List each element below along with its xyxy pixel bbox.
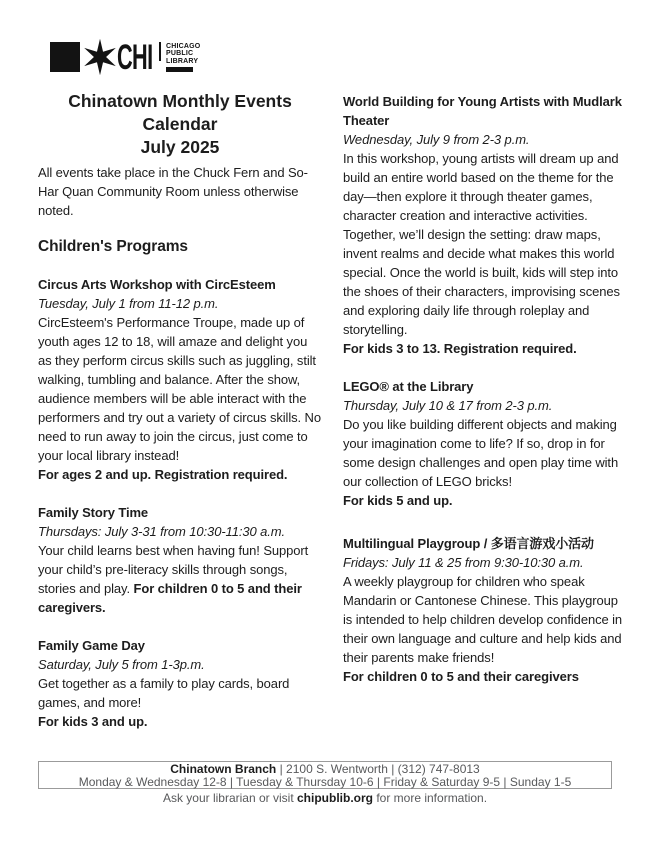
event-description-text: Your child learns best when having fun! Support your child’s pre-literacy skills through songs, stories and play. xyxy=(38,543,309,596)
event-title: Family Story Time xyxy=(38,505,149,520)
event-audience: For kids 3 and up. xyxy=(38,714,148,729)
page-title: Chinatown Monthly Events Calendar xyxy=(68,91,292,134)
branch-hours: Monday & Wednesday 12-8 | Tuesday & Thursday 10-6 | Friday & Saturday 9-5 | Sunday 1-5 xyxy=(78,775,572,789)
cpl-logo xyxy=(50,38,200,78)
section-children-programs: Children's Programs xyxy=(38,238,188,255)
event-lego-at-the-library xyxy=(343,377,625,510)
footer-info-prefix: Ask your librarian or visit xyxy=(162,791,297,805)
logo-chi-text: CHI xyxy=(117,38,153,77)
event-description: CircEsteem's Performance Troupe, made up of youth ages 12 to 18, will amaze and delight you as they perform circus skills such as juggling, stilt walking, tumbling and balance. After the show, audience members will be able interact with the performers and try out a variety of circus skills. No need to run away to join the circus, just come to your local library instead! xyxy=(38,315,321,463)
logo-wordmark xyxy=(166,43,200,65)
footer-website: chipublib.org xyxy=(297,791,373,805)
logo-underline-bar xyxy=(166,67,193,72)
event-description xyxy=(38,541,322,617)
event-title: Family Game Day xyxy=(38,638,145,653)
event-audience: For kids 3 to 13. Registration required. xyxy=(343,341,577,356)
event-datetime: Wednesday, July 9 from 2-3 p.m. xyxy=(343,132,530,147)
event-audience: For kids 5 and up. xyxy=(343,493,453,508)
logo-divider xyxy=(159,42,161,61)
event-multilingual-playgroup xyxy=(343,534,625,686)
footer-branch-box xyxy=(38,761,612,789)
branch-details: | 2100 S. Wentworth | (312) 747-8013 xyxy=(276,762,480,776)
event-world-building xyxy=(343,92,625,358)
event-datetime: Fridays: July 11 & 25 from 9:30-10:30 a.m. xyxy=(343,555,584,570)
intro-text: All events take place in the Chuck Fern and So-Har Quan Community Room unless otherwise noted. xyxy=(38,165,308,218)
branch-name: Chinatown Branch xyxy=(170,762,277,776)
event-datetime: Tuesday, July 1 from 11-12 p.m. xyxy=(38,296,219,311)
chicago-star-icon xyxy=(81,38,119,76)
event-title: Multilingual Playgroup / 多语言游戏小活动 xyxy=(343,536,594,551)
event-description: Get together as a family to play cards, board games, and more! xyxy=(38,676,290,710)
event-datetime: Saturday, July 5 from 1-3p.m. xyxy=(38,657,205,672)
event-title: LEGO® at the Library xyxy=(343,379,474,394)
footer-info-suffix: for more information. xyxy=(373,791,488,805)
event-description: A weekly playgroup for children who speak Mandarin or Cantonese Chinese. This playgroup is intended to help children develop confidence in their own language and culture and help kids and their parents make friends! xyxy=(343,574,623,665)
event-datetime: Thursdays: July 3-31 from 10:30-11:30 a.m. xyxy=(38,524,286,539)
event-family-story-time xyxy=(38,503,322,617)
event-audience-inline: For children 0 to 5 and their caregivers. xyxy=(38,581,302,615)
page-subtitle: July 2025 xyxy=(140,137,220,157)
logo-wordmark-line2: PUBLIC xyxy=(166,50,194,58)
logo-wordmark-line3: LIBRARY xyxy=(166,57,199,65)
event-family-game-day xyxy=(38,636,322,731)
event-title: World Building for Young Artists with Mudlark Theater xyxy=(343,94,622,128)
event-datetime: Thursday, July 10 & 17 from 2-3 p.m. xyxy=(343,398,553,413)
event-title: Circus Arts Workshop with CircEsteem xyxy=(38,277,276,292)
event-audience: For ages 2 and up. Registration required. xyxy=(38,467,288,482)
left-column xyxy=(38,90,322,731)
event-description: Do you like building different objects and making your imagination come to life? If so, drop in for some design challenges and open play time with our collection of LEGO bricks! xyxy=(343,417,619,489)
event-audience: For children 0 to 5 and their caregivers xyxy=(343,669,579,684)
logo-wordmark-line1: CHICAGO xyxy=(166,43,201,50)
logo-square xyxy=(50,42,80,72)
footer-info xyxy=(0,791,650,805)
right-column xyxy=(343,92,625,686)
event-circus-arts-workshop xyxy=(38,275,322,484)
event-description: In this workshop, young artists will dream up and build an entire world based on the theme for the day—then explore it through theater games, character creation and interactive activities. Together, we’ll design the setting: draw maps, invent realms and decide what makes this world special. Once the world is built, kids will step into the shoes of their characters, improvising scenes and exploring daily life through roleplay and storytelling. xyxy=(343,151,620,337)
